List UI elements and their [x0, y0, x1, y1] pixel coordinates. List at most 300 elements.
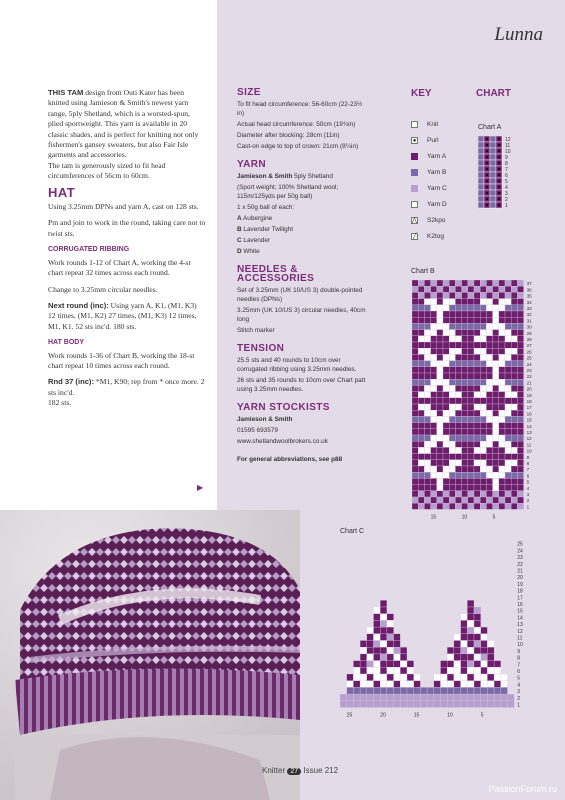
chart-c-cell [353, 667, 360, 674]
chart-c-cell [407, 667, 414, 674]
chart-b-cell [412, 348, 418, 354]
chart-b-cell [449, 441, 455, 447]
chart-c-cell [447, 694, 454, 701]
chart-b-cell [431, 342, 437, 348]
chart-c-cell [467, 674, 474, 681]
chart-b-cell [455, 454, 461, 460]
chart-b-cell [449, 373, 455, 379]
chart-a-cell [478, 154, 484, 160]
chart-c-cell [474, 620, 481, 627]
chart-b-cell [474, 460, 480, 466]
chart-a-purl-dot [486, 150, 488, 152]
rnd37-lead: Rnd 37 (inc): [48, 377, 94, 387]
chart-a-cell [478, 172, 484, 178]
chart-c-cell [394, 701, 401, 708]
chart-b-cell [412, 491, 418, 497]
chart-a-cell [490, 154, 496, 160]
chart-b-cell [499, 404, 505, 410]
chart-b-cell [468, 354, 474, 360]
chart-b-cell [468, 305, 474, 311]
chart-a-purl-dot [486, 138, 488, 140]
chart-c-cell [387, 681, 394, 688]
chart-b-cell [511, 454, 517, 460]
chart-b-cell [517, 336, 523, 342]
yarn-color-letter: A [237, 215, 242, 222]
chart-b-cell [505, 385, 511, 391]
chart-b-cell [443, 491, 449, 497]
chart-c-cell [374, 647, 381, 654]
chart-b-cell [517, 299, 523, 305]
chart-b-cell [499, 472, 505, 478]
continue-arrow-icon: ▶ [197, 483, 204, 492]
chart-b-cell [474, 416, 480, 422]
chart-b-cell [493, 392, 499, 398]
chart-b-cell [505, 392, 511, 398]
chart-b-cell [480, 373, 486, 379]
yarn-heading: YARN [237, 159, 267, 170]
chart-a-row-label: 7 [505, 167, 508, 173]
chart-b-cell [517, 429, 523, 435]
chart-c-cell [360, 661, 367, 668]
chart-b-cell [468, 454, 474, 460]
chart-b-cell [443, 485, 449, 491]
chart-b-cell [418, 317, 424, 323]
chart-b-cell [468, 404, 474, 410]
yarn-color-name: Aubergine [241, 215, 273, 222]
chart-c-cell [494, 661, 501, 668]
chart-a-row-label: 4 [505, 185, 508, 191]
chart-c-cell [454, 674, 461, 681]
chart-b-cell [418, 286, 424, 292]
chart-b-cell [424, 292, 430, 298]
chart-b-cell [517, 416, 523, 422]
chart-c-cell [447, 647, 454, 654]
stockist-phone: 01595 693579 [237, 427, 278, 434]
chart-b-cell [517, 410, 523, 416]
chart-c-cell [347, 674, 354, 681]
chart-c-cell [447, 674, 454, 681]
chart-c-row-label: 10 [517, 642, 523, 649]
chart-a-purl-dot [498, 144, 500, 146]
intro-size-note: The tam is generously sized to fit head circumferences of 56cm to 60cm. [48, 160, 166, 181]
chart-c-cell [447, 667, 454, 674]
chart-b-cell [449, 423, 455, 429]
chart-b-cell [431, 305, 437, 311]
chart-c-cell [374, 634, 381, 641]
chart-b-grid [412, 280, 540, 530]
chart-b-cell [511, 447, 517, 453]
chart-c-cell [461, 694, 468, 701]
chart-b-row-label: 10 [526, 448, 532, 454]
chart-b-cell [424, 491, 430, 497]
needles-heading: NEEDLES & ACCESSORIES [237, 264, 315, 284]
chart-b-cell [486, 497, 492, 503]
chart-b-cell [493, 404, 499, 410]
chart-c-cell [394, 661, 401, 668]
key-label: Yarn B [427, 168, 447, 176]
chart-c-cell [481, 694, 488, 701]
chart-b-cell [437, 398, 443, 404]
chart-b-cell [455, 460, 461, 466]
chart-b-cell [511, 416, 517, 422]
chart-c-cell [380, 641, 387, 648]
chart-b-cell [437, 491, 443, 497]
chart-b-cell [449, 392, 455, 398]
chart-c-cell [360, 654, 367, 661]
chart-b-cell [455, 392, 461, 398]
chart-b-cell [424, 367, 430, 373]
chart-b-cell [511, 460, 517, 466]
chart-b-cell [437, 435, 443, 441]
chart-b-cell [511, 330, 517, 336]
chart-c-cell [467, 600, 474, 607]
chart-b-cell [499, 373, 505, 379]
chart-b-cell [468, 447, 474, 453]
chart-c-cell [387, 701, 394, 708]
chart-b-cell [511, 503, 517, 509]
chart-b-cell [437, 454, 443, 460]
chart-b-cell [431, 348, 437, 354]
chart-b-cell [499, 392, 505, 398]
chart-c-cell [367, 667, 374, 674]
chart-b-cell [493, 416, 499, 422]
chart-b-cell [455, 472, 461, 478]
chart-b-row-label: 14 [526, 423, 532, 429]
chart-b-cell [517, 330, 523, 336]
chart-c-cell [353, 661, 360, 668]
chart-b-cell [499, 466, 505, 472]
chart-b-cell [462, 410, 468, 416]
chart-a-purl-dot [486, 174, 488, 176]
chart-b-cell [480, 292, 486, 298]
chart-b-cell [474, 317, 480, 323]
chart-b-cell [480, 336, 486, 342]
stockist-website[interactable]: www.shetlandwoolbrokers.co.uk [237, 438, 328, 445]
chart-b-cell [511, 435, 517, 441]
key-label: Purl [427, 136, 439, 144]
chart-b-cell [517, 305, 523, 311]
chart-b-cell [505, 429, 511, 435]
chart-b-cell [493, 354, 499, 360]
chart-b-cell [455, 311, 461, 317]
chart-c-cell [461, 674, 468, 681]
chart-b-cell [443, 367, 449, 373]
chart-b-cell [431, 323, 437, 329]
chart-b-cell [486, 348, 492, 354]
stockists-block [237, 403, 367, 464]
chart-c-cell [461, 634, 468, 641]
chart-b-cell [480, 323, 486, 329]
chart-b-cell [493, 398, 499, 404]
chart-c-row-label: 16 [517, 602, 523, 608]
chart-c-cell [461, 667, 468, 674]
chart-a-cell [490, 172, 496, 178]
chart-b-cell [462, 416, 468, 422]
chart-c-row-label: 12 [517, 628, 523, 635]
chart-b-cell [480, 466, 486, 472]
chart-c-cell [394, 641, 401, 648]
chart-b-cell [486, 305, 492, 311]
chart-b-cell [449, 410, 455, 416]
chart-c-cell [454, 654, 461, 661]
chart-b-cell [474, 311, 480, 317]
chart-b-cell [455, 317, 461, 323]
chart-b-cell [455, 342, 461, 348]
size-line: Cast-on edge to top of crown: 21cm (8¼in) [237, 143, 359, 150]
chart-b-cell [493, 497, 499, 503]
chart-b-cell [486, 416, 492, 422]
chart-b-cell [431, 472, 437, 478]
chart-b-cell [480, 379, 486, 385]
chart-b-cell [505, 379, 511, 385]
yarn-color [237, 225, 367, 234]
chart-b-cell [480, 317, 486, 323]
chart-b-cell [424, 410, 430, 416]
chart-b-cell [418, 305, 424, 311]
chart-c-cell [494, 694, 501, 701]
chart-b-cell [424, 342, 430, 348]
chart-c-cell [394, 634, 401, 641]
chart-b-cell [412, 503, 418, 509]
chart-key [411, 116, 481, 244]
chart-c-cell [400, 687, 407, 694]
chart-b-cell [474, 454, 480, 460]
chart-b-cell [486, 423, 492, 429]
chart-b-cell [468, 336, 474, 342]
ribbing-text: Work rounds 1-12 of Chart A, working the 4-st chart repeat 32 times across each round. [48, 257, 191, 278]
chart-c-cell [461, 701, 468, 708]
chart-c-cell [467, 687, 474, 694]
chart-c-cell [461, 627, 468, 634]
chart-b-cell [443, 385, 449, 391]
join-text: Pm and join to work in the round, taking care not to twist sts. [48, 218, 206, 238]
chart-b-cell [493, 429, 499, 435]
chart-b-cell [455, 323, 461, 329]
chart-b-cell [449, 311, 455, 317]
chart-b-row-label: 5 [526, 479, 530, 485]
chart-c-cell [467, 614, 474, 621]
chart-b-cell [449, 342, 455, 348]
chart-b-cell [511, 342, 517, 348]
chart-b-cell [499, 423, 505, 429]
chart-b-cell [449, 435, 455, 441]
chart-b-cell [455, 491, 461, 497]
chart-c-cell [353, 681, 360, 688]
chart-b-cell [443, 478, 449, 484]
chart-c-cell [467, 681, 474, 688]
chart-b-cell [449, 385, 455, 391]
chart-b-row-label: 29 [526, 330, 532, 336]
chart-b-cell [493, 367, 499, 373]
chart-b-cell [468, 466, 474, 472]
chart-c-cell [467, 694, 474, 701]
chart-b-label: Chart B [411, 268, 435, 275]
chart-b-cell [462, 323, 468, 329]
knit-swatch [411, 121, 418, 128]
chart-a-row-label: 8 [505, 161, 508, 167]
chart-b-cell [505, 416, 511, 422]
chart-b-cell [474, 410, 480, 416]
chart-c-cell [353, 674, 360, 681]
chart-b-cell [517, 478, 523, 484]
chart-b-cell [486, 286, 492, 292]
chart-b-cell [412, 423, 418, 429]
chart-b-cell [431, 392, 437, 398]
chart-b-cell [517, 317, 523, 323]
chart-a-row-label: 11 [505, 143, 511, 149]
chart-c-cell [501, 681, 508, 688]
chart-b-cell [493, 342, 499, 348]
chart-b-cell [449, 503, 455, 509]
chart-b-cell [468, 280, 474, 286]
chart-c-cell [487, 687, 494, 694]
key-label: K2tog [427, 232, 444, 240]
chart-a-purl-dot [486, 156, 488, 158]
chart-b-cell [437, 503, 443, 509]
chart-b-cell [474, 379, 480, 385]
chart-b-cell [468, 410, 474, 416]
chart-c-cell [387, 641, 394, 648]
chart-b-cell [474, 503, 480, 509]
chart-c-cell [474, 641, 481, 648]
chart-b-cell [449, 361, 455, 367]
chart-b-cell [437, 299, 443, 305]
chart-c-cell [454, 634, 461, 641]
chart-c-cell [487, 681, 494, 688]
chart-c-cell [487, 654, 494, 661]
chart-b-cell [480, 286, 486, 292]
chart-b-cell [486, 361, 492, 367]
chart-c-cell [441, 687, 448, 694]
chart-c-cell [380, 620, 387, 627]
chart-b-cell [517, 472, 523, 478]
chart-c-cell [360, 647, 367, 654]
chart-b-cell [499, 485, 505, 491]
chart-b-cell [462, 373, 468, 379]
chart-a-purl-dot [486, 204, 488, 206]
chart-b-cell [474, 342, 480, 348]
chart-b-cell [505, 398, 511, 404]
yarn-product: 5ply Shetland [292, 173, 333, 180]
chart-b-cell [424, 317, 430, 323]
chart-b-cell [462, 447, 468, 453]
chart-c-cell [508, 694, 515, 701]
chart-b-cell [474, 491, 480, 497]
chart-b-row-label: 3 [526, 492, 530, 497]
chart-b-cell [424, 503, 430, 509]
chart-b-cell [462, 466, 468, 472]
chart-b-cell [418, 292, 424, 298]
chart-b-cell [499, 416, 505, 422]
chart-b-cell [412, 441, 418, 447]
chart-a-purl-dot [486, 144, 488, 146]
chart-b-cell [455, 416, 461, 422]
chart-b-cell [462, 305, 468, 311]
chart-b-cell [511, 441, 517, 447]
chart-b-cell [474, 404, 480, 410]
chart-c-cell [347, 701, 354, 708]
chart-c-cell [374, 627, 381, 634]
chart-b-cell [511, 485, 517, 491]
ribbing-heading: CORRUGATED RIBBING [48, 246, 130, 254]
chart-b-cell [486, 292, 492, 298]
chart-b-cell [517, 392, 523, 398]
chart-b-cell [437, 423, 443, 429]
yarn-c-swatch [411, 185, 418, 192]
chart-b-cell [511, 354, 517, 360]
chart-b-cell [499, 435, 505, 441]
key-item-yarn-c [411, 180, 481, 196]
chart-c-row-label: 7 [517, 662, 520, 669]
chart-c-cell [400, 701, 407, 708]
chart-b-cell [418, 354, 424, 360]
chart-b-cell [437, 478, 443, 484]
chart-b-cell [437, 336, 443, 342]
chart-b-cell [474, 292, 480, 298]
chart-c-cell [380, 627, 387, 634]
chart-b-cell [431, 410, 437, 416]
chart-b-cell [412, 373, 418, 379]
chart-b-cell [418, 485, 424, 491]
chart-c-cell [467, 647, 474, 654]
chart-b-cell [431, 454, 437, 460]
chart-b-cell [449, 460, 455, 466]
chart-b-cell [505, 305, 511, 311]
chart-c-cell [481, 641, 488, 648]
chart-b-cell [431, 441, 437, 447]
chart-b-cell [443, 416, 449, 422]
chart-c-cell [441, 694, 448, 701]
chart-b-cell [517, 367, 523, 373]
chart-b-cell [418, 373, 424, 379]
chart-c-cell [427, 694, 434, 701]
chart-c-cell [380, 661, 387, 668]
chart-b-cell [443, 429, 449, 435]
chart-b-cell [480, 342, 486, 348]
chart-b-cell [511, 478, 517, 484]
chart-a-purl-dot [486, 192, 488, 194]
chart-b-cell [474, 423, 480, 429]
chart-b-cell [511, 497, 517, 503]
chart-a-cell [490, 178, 496, 184]
chart-b-cell [455, 485, 461, 491]
chart-c-cell [414, 681, 421, 688]
chart-c-cell [380, 607, 387, 614]
chart-b-cell [474, 441, 480, 447]
chart-b-cell [455, 330, 461, 336]
chart-c-cell [353, 694, 360, 701]
chart-c-cell [447, 661, 454, 668]
chart-b-cell [493, 373, 499, 379]
chart-b-cell [455, 292, 461, 298]
chart-c-cell [427, 687, 434, 694]
chart-b-cell [493, 485, 499, 491]
chart-b-cell [468, 379, 474, 385]
chart-b-cell [443, 404, 449, 410]
chart-a-row-label: 3 [505, 191, 508, 197]
chart-c-row-label: 24 [517, 548, 523, 555]
size-heading: SIZE [237, 87, 261, 98]
chart-b-cell [486, 441, 492, 447]
chart-b-cell [505, 286, 511, 292]
chart-b-cell [474, 280, 480, 286]
needles-line: Stitch marker [237, 327, 275, 334]
chart-b-cell [443, 410, 449, 416]
chart-b-cell [462, 379, 468, 385]
chart-b-cell [511, 404, 517, 410]
chart-b-cell [455, 361, 461, 367]
chart-b-cell [412, 497, 418, 503]
